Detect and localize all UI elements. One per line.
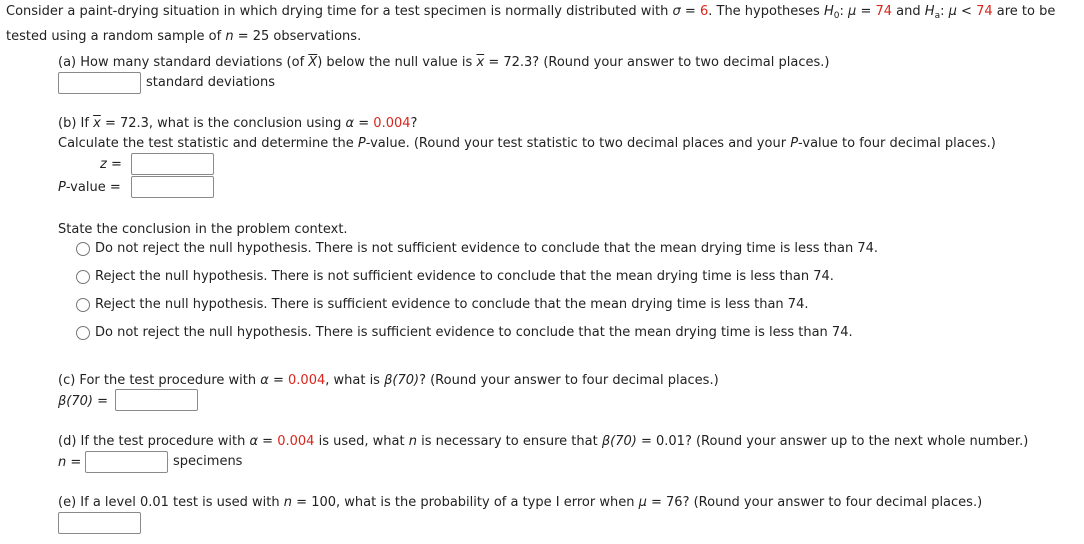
part-b-instructions: Calculate the test statistic and determine the P-value. (Round your test statistic to two decimal places and your P-value to four decimal places.) <box>58 136 996 151</box>
intro-line-2: tested using a random sample of n = 25 observations. <box>6 29 362 44</box>
conclusion-prompt: State the conclusion in the problem context. <box>58 222 348 237</box>
conclusion-option-1[interactable]: Do not reject the null hypothesis. There is not sufficient evidence to conclude that the mean drying time is less than 74. <box>95 241 879 256</box>
part-a-question: (a) How many standard deviations (of $\overline{X}$) below the null value is $\overline{x} = 72.3$? (Round your answer to two decimal places.) <box>58 55 830 70</box>
conclusion-radio-4[interactable] <box>76 326 90 340</box>
conclusion-radio-2[interactable] <box>76 270 90 284</box>
part-c-question: (c) For the test procedure with α = 0.004, what is β(70)? (Round your answer to four decimal places.) <box>58 373 719 388</box>
p-value-label: P-value = <box>58 180 121 195</box>
z-statistic-input[interactable] <box>131 153 214 175</box>
part-d-unit: specimens <box>173 454 243 469</box>
part-d-question: (d) If the test procedure with α = 0.004 is used, what n is necessary to ensure that β(70) = 0.01? (Round your answer up to the next whole number.) <box>58 434 1029 449</box>
part-e-question: (e) If a level 0.01 test is used with n = 100, what is the probability of a type I error when μ = 76? (Round your answer to four decimal places.) <box>58 495 983 510</box>
intro-line-1: Consider a paint-drying situation in which drying time for a test specimen is normally distributed with σ = 6. The hypotheses $H_0$: μ = 74 and $H_a$: μ < 74 are to be <box>6 4 1056 21</box>
conclusion-radio-3[interactable] <box>76 298 90 312</box>
part-b-question: (b) If $\overline{x} = 72.3$, what is the conclusion using α = 0.004? <box>58 116 418 131</box>
z-label: z = <box>100 157 122 172</box>
n-label: n = <box>58 455 82 470</box>
beta-label: β(70) = <box>58 394 109 409</box>
conclusion-option-2[interactable]: Reject the null hypothesis. There is not sufficient evidence to conclude that the mean drying time is less than 74. <box>95 269 834 284</box>
sample-size-input[interactable] <box>85 451 168 473</box>
part-a-answer-input[interactable] <box>58 72 141 94</box>
type-i-error-input[interactable] <box>58 512 141 534</box>
conclusion-radio-1[interactable] <box>76 242 90 256</box>
conclusion-option-3[interactable]: Reject the null hypothesis. There is sufficient evidence to conclude that the mean drying time is less than 74. <box>95 297 809 312</box>
part-a-unit: standard deviations <box>146 75 275 90</box>
beta-answer-input[interactable] <box>115 389 198 411</box>
conclusion-option-4[interactable]: Do not reject the null hypothesis. There is sufficient evidence to conclude that the mean drying time is less than 74. <box>95 325 853 340</box>
p-value-input[interactable] <box>131 176 214 198</box>
